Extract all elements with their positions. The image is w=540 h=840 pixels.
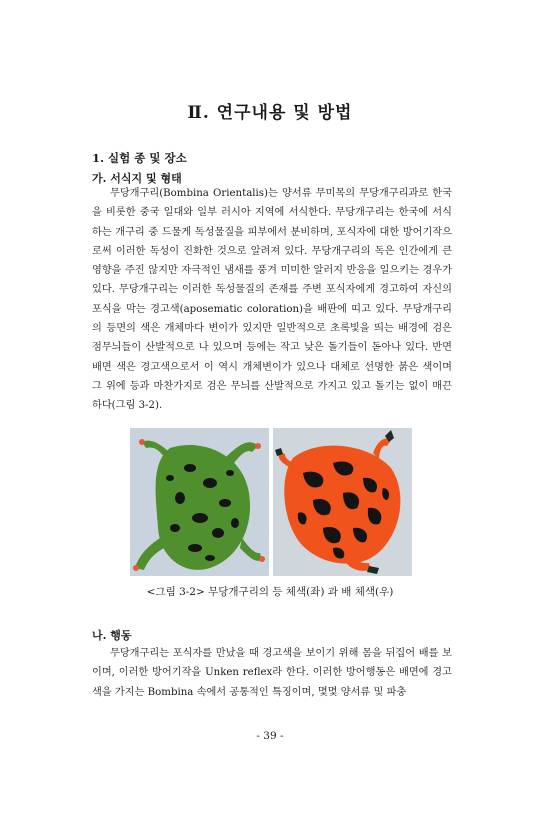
figure-dorsal-photo: [130, 428, 269, 576]
behavior-paragraph: [92, 644, 452, 702]
ventral-frog-image: [273, 428, 412, 576]
chapter-title: Ⅱ. 연구내용 및 방법: [187, 103, 353, 123]
habitat-paragraph-text: 무당개구리(Bombina Orientalis)는 양서류 무미목의 무당개구리과로 한국을 비롯한 중국 일대와 일부 러시아 지역에 서식한다. 무당개구리는 한국에 서식하는 개구리 중 드물게 독성물질을 피부에서 분비하며, 포식자에 대한 방어기작으로써 이러한 독성이 진화한 것으로 알려져 있다. 무당개구리의 독은 인간에게 큰 영향을 주진 않지만 자극적인 냄새를 풍겨 미미한 알러지 반응을 일으키는 경우가 있다. 무당개구리는 이러한 독성물질의 존재를 주변 포식자에게 경고하여 자신의 포식을 막는 경고색(aposematic coloration)을 배판에 띠고 있다. 무당개구리의 등면의 색은 개체마다 변이가 있지만 일반적으로 초록빛을 띄는 배경에 검은 점무늬들이 산발적으로 나 있으며 등에는 작고 낮은 돌기들이 돋아나 있다. 반면 배면 색은 경고색으로서 이 역시 개체변이가 있으나 대체로 선명한 붉은 색이며 그 위에 등과 마찬가지로 검은 무늬를 산발적으로 가지고 있고 돌기는 없이 매끈하다(그림 3-2).: [92, 188, 452, 412]
dorsal-frog-image: [130, 428, 269, 576]
behavior-paragraph-text: 무당개구리는 포식자를 만났을 때 경고색을 보이기 위해 몸을 뒤집어 배를 보이며, 이러한 방어기작을 Unken reflex라 한다. 이러한 방어행동은 배면에 경고색을 가지는 Bombina 속에서 공통적인 특징이며, 몇몇 양서류 및 파충: [92, 648, 452, 698]
section-heading: 1. 실험 종 및 장소: [92, 151, 187, 165]
figure-caption: <그림 3-2> 무당개구리의 등 체색(좌) 과 배 체색(우): [146, 586, 394, 598]
habitat-paragraph: [92, 184, 452, 416]
figure-ventral-photo: [273, 428, 412, 576]
subsection-heading-habitat: 가. 서식지 및 형태: [92, 172, 182, 185]
page-number: - 39 -: [256, 730, 284, 742]
subsection-heading-behavior: 나. 행동: [92, 629, 132, 642]
